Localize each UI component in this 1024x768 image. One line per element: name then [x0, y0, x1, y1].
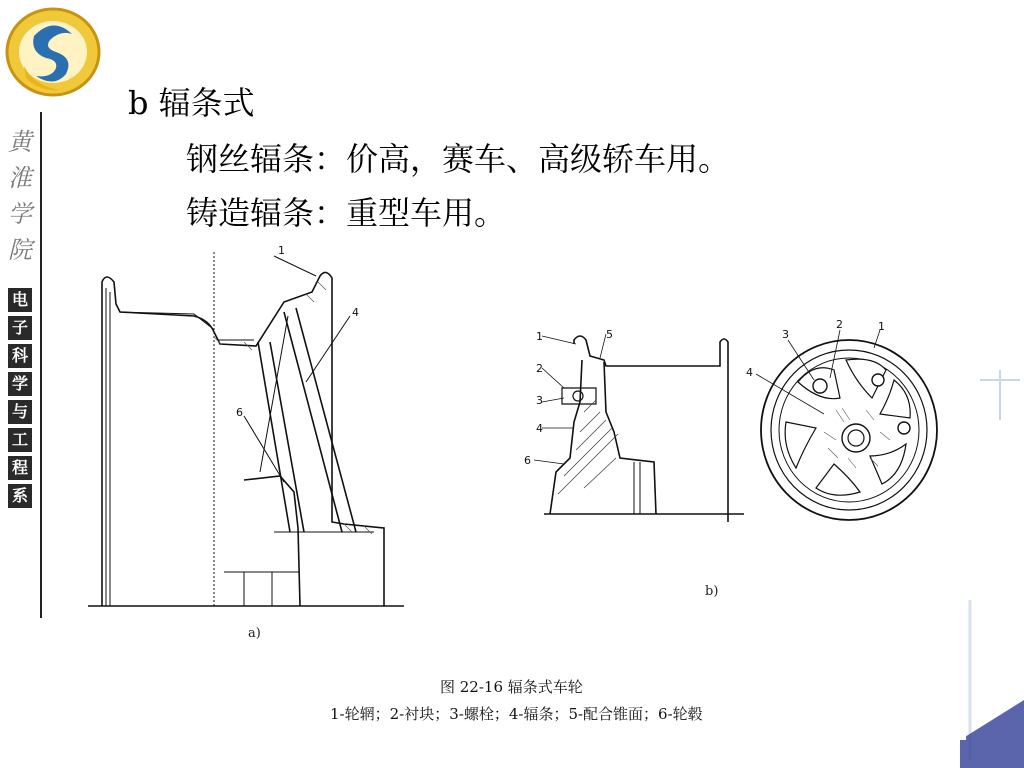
dept-char: 与 [8, 400, 32, 424]
dept-char: 科 [8, 344, 32, 368]
calligraphy-char: 淮 [8, 164, 32, 192]
label-rim-a: 1 [278, 244, 285, 257]
body-line-wire-spokes: 钢丝辐条：价高，赛车、高级轿车用。 [186, 140, 731, 178]
label-spoke-c: 4 [746, 366, 753, 379]
label-hub-a: 6 [236, 406, 243, 419]
calligraphy-char: 黄 [8, 128, 32, 156]
spoke-wheel-diagram [44, 232, 966, 740]
calligraphy-char: 学 [8, 200, 32, 228]
dept-char: 子 [8, 316, 32, 340]
label-rim-c: 1 [878, 320, 885, 333]
dept-char: 学 [8, 372, 32, 396]
label-rim-b: 1 [536, 330, 543, 343]
dept-char: 程 [8, 456, 32, 480]
sidebar [0, 0, 44, 620]
background-decoration [960, 360, 1024, 768]
label-pad-b: 2 [536, 362, 543, 375]
body-line-cast-spokes: 铸造辐条：重型车用。 [186, 194, 507, 232]
label-bolt-b: 3 [536, 394, 543, 407]
calligraphy-char: 院 [8, 236, 32, 264]
slide-heading: b 辐条式 [128, 84, 255, 122]
dept-char: 工 [8, 428, 32, 452]
subfigure-a-label: a) [248, 626, 261, 641]
figure [44, 232, 966, 740]
label-spoke-a: 4 [352, 306, 359, 319]
label-bolt-c: 3 [782, 328, 789, 341]
label-hub-b: 6 [524, 454, 531, 467]
subfigure-b-label: b) [705, 584, 719, 599]
figure-caption: 图 22-16 辐条式车轮 [440, 678, 583, 696]
dept-char: 电 [8, 288, 32, 312]
label-pad-c: 2 [836, 318, 843, 331]
dept-char: 系 [8, 484, 32, 508]
college-logo [4, 6, 102, 98]
label-cone-b: 5 [606, 328, 613, 341]
label-spoke-b: 4 [536, 422, 543, 435]
sidebar-divider [40, 112, 42, 618]
figure-legend: 1-轮辋；2-衬块；3-螺栓；4-辐条；5-配合锥面；6-轮毂 [330, 705, 703, 723]
